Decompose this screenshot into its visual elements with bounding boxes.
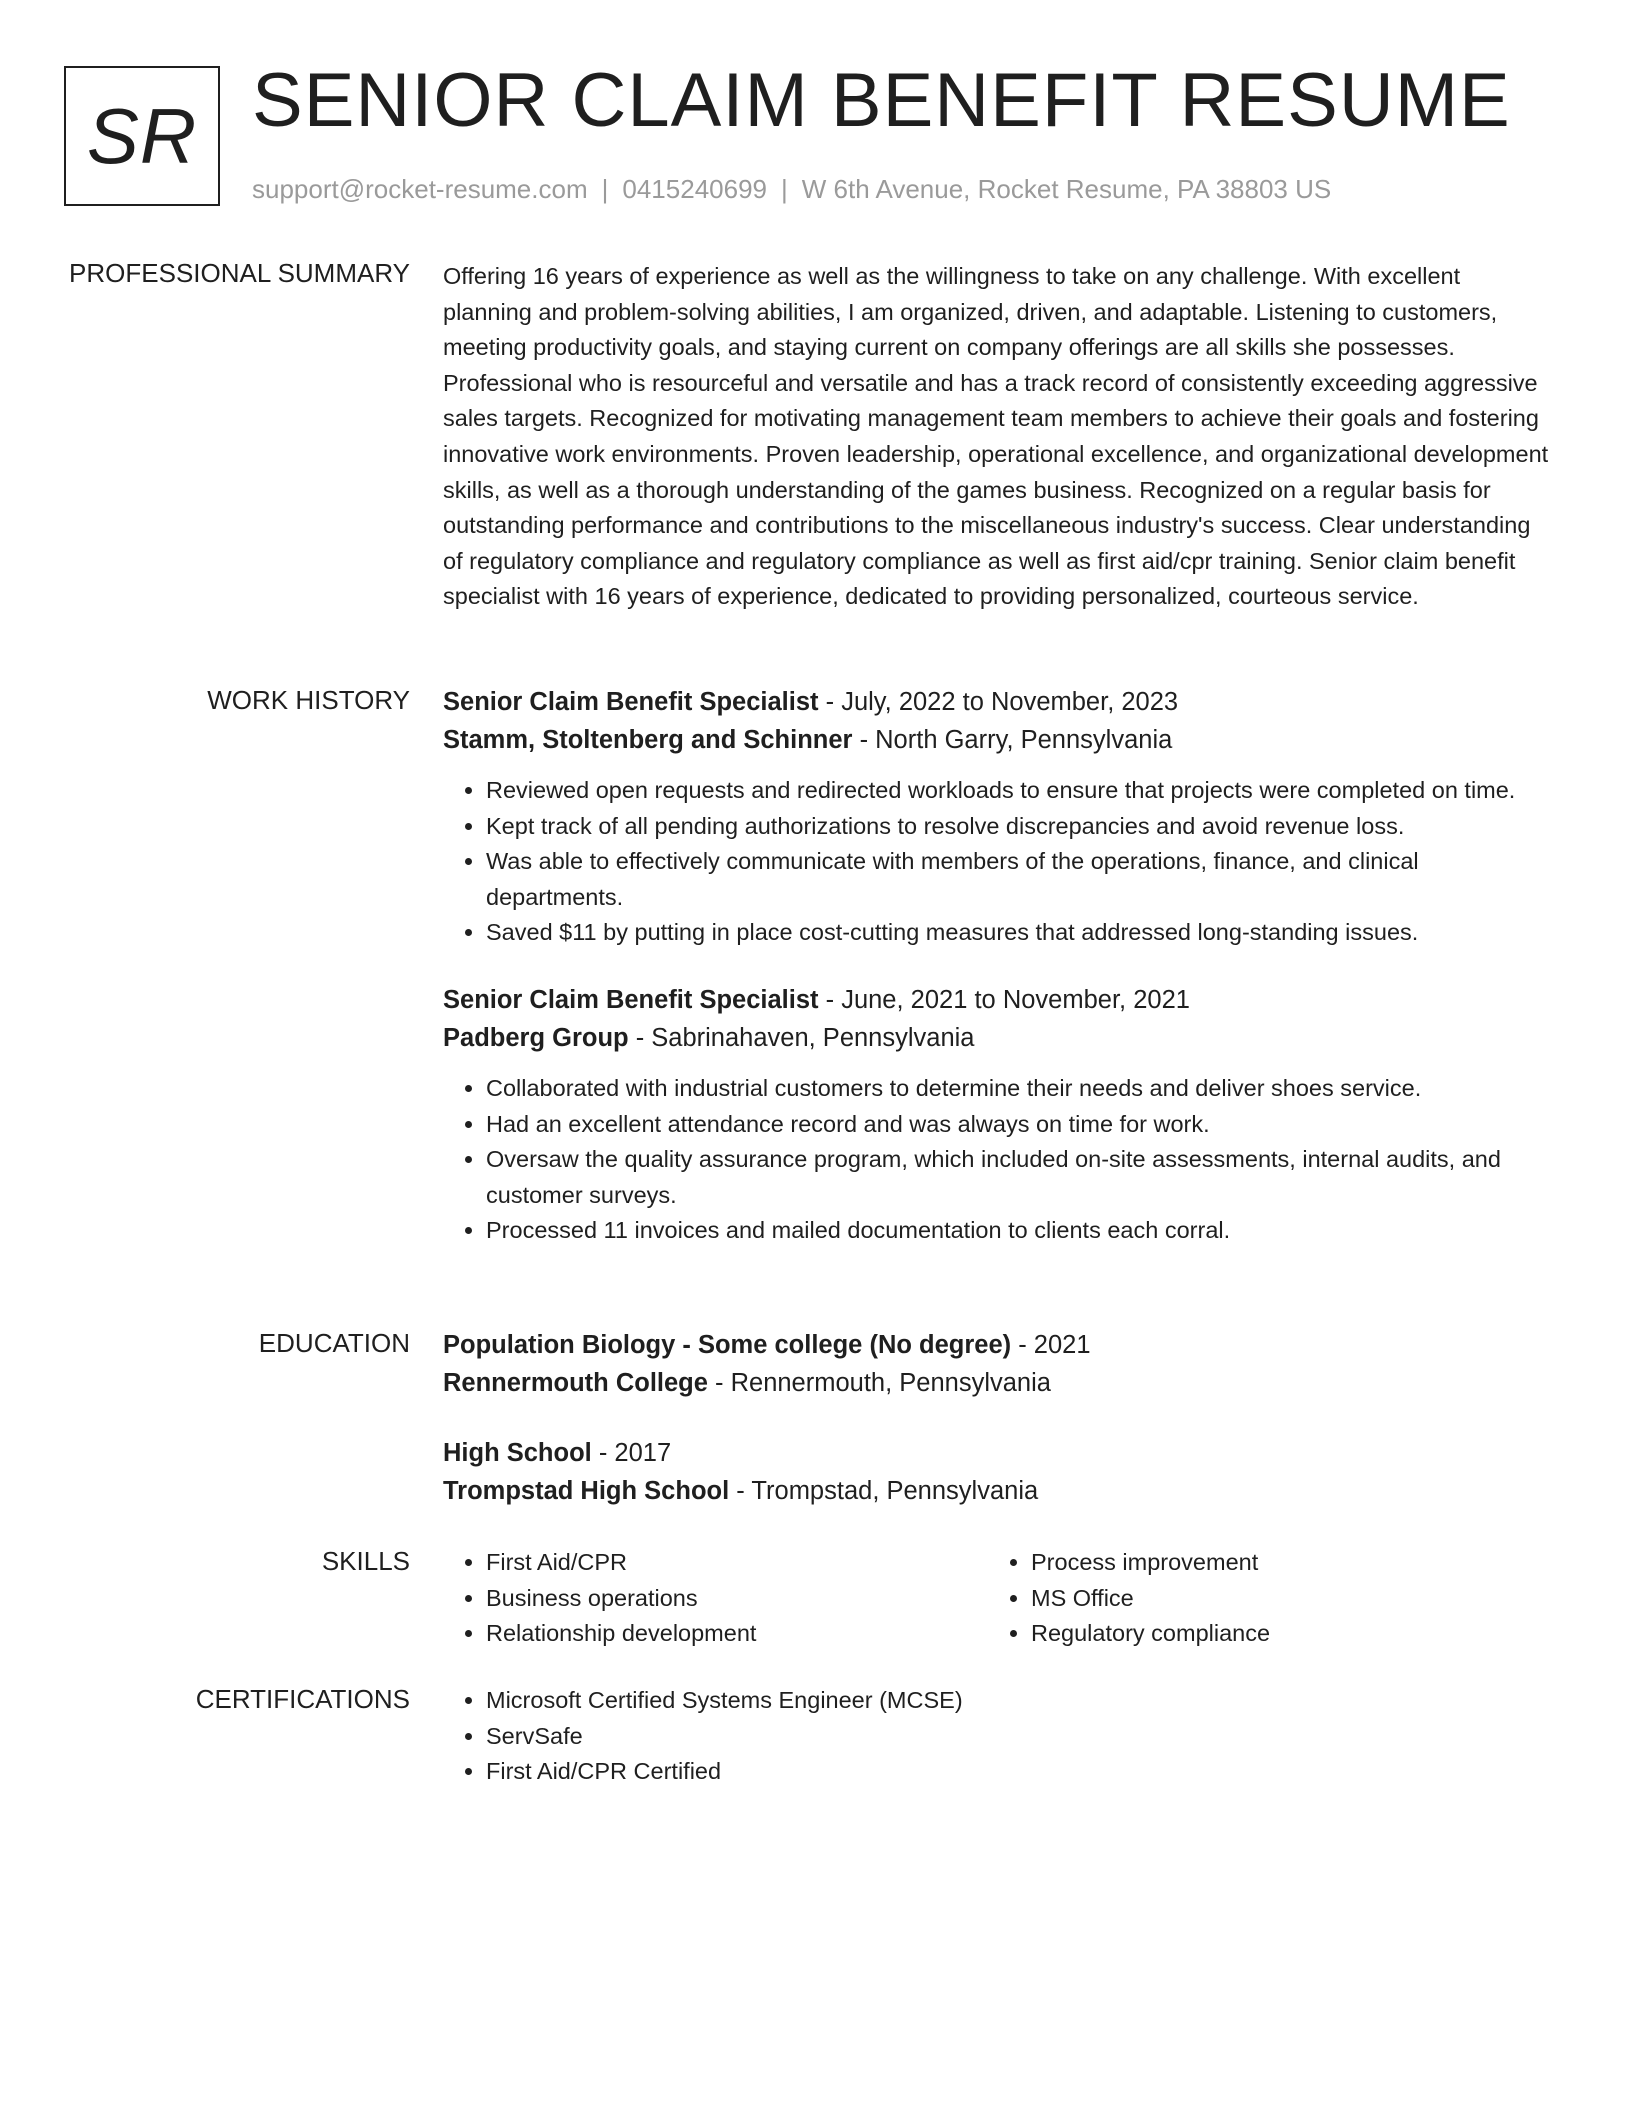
list-item: • Regulatory compliance xyxy=(1031,1616,1533,1652)
work-history-heading: WORK HISTORY xyxy=(207,685,410,715)
list-item: • Reviewed open requests and redirected workloads to ensure that projects were completed on time. xyxy=(486,773,1553,809)
job-company-line xyxy=(443,721,1553,759)
list-item: • Relationship development xyxy=(486,1616,988,1652)
summary-heading: PROFESSIONAL SUMMARY xyxy=(69,258,410,288)
school: Rennermouth College xyxy=(443,1369,708,1397)
certifications-list xyxy=(443,1683,1553,1790)
school-location: - Trompstad, Pennsylvania xyxy=(729,1477,1039,1505)
education-entry xyxy=(443,1434,1553,1510)
job-location: - North Garry, Pennsylvania xyxy=(852,726,1173,754)
contact-line xyxy=(252,172,1331,206)
list-item: • Oversaw the quality assurance program, which included on-site assessments, internal audits, and customer surveys. xyxy=(486,1142,1553,1213)
skills-column-right xyxy=(988,1545,1533,1652)
school-line xyxy=(443,1364,1553,1402)
contact-separator: | xyxy=(781,174,788,204)
job-title-line xyxy=(443,683,1553,721)
job-title: Senior Claim Benefit Specialist xyxy=(443,985,819,1014)
skills-list xyxy=(443,1545,988,1652)
monogram-badge xyxy=(64,66,220,206)
summary-text: Offering 16 years of experience as well as the willingness to take on any challenge. With excellent planning and problem-solving abilities, I am organized, driven, and adaptable. Listening to customers, meeting productivity goals, and staying current on company offerings are all skills she possesses. Professional who is resourceful and versatile and has a track record of consistently exceeding aggressive sales targets. Recognized for motivating management team members to achieve their goals and fostering innovative work environments. Proven leadership, operational excellence, and organizational development skills, as well as a thorough understanding of the games business. Recognized on a regular basis for outstanding performance and contributions to the miscellaneous industry's success. Clear understanding of regulatory compliance and regulatory compliance as well as first aid/cpr training. Senior claim benefit specialist with 16 years of experience, dedicated to providing personalized, courteous service. xyxy=(443,263,1549,610)
contact-email: support@rocket-resume.com xyxy=(252,174,588,204)
education-entry xyxy=(443,1326,1553,1402)
contact-separator: | xyxy=(601,174,609,204)
list-item: • MS Office xyxy=(1031,1581,1533,1617)
job-bullets xyxy=(443,1071,1553,1249)
skills-list xyxy=(988,1545,1533,1652)
degree-line xyxy=(443,1434,1553,1472)
list-item: • First Aid/CPR xyxy=(486,1545,988,1581)
degree: Population Biology - Some college (No degree) xyxy=(443,1331,1012,1359)
job-entry xyxy=(443,683,1553,951)
list-item: • Microsoft Certified Systems Engineer (MCSE) xyxy=(486,1683,1553,1719)
education-heading: EDUCATION xyxy=(258,1328,410,1358)
job-company-line xyxy=(443,1019,1553,1057)
school-location: - Rennermouth, Pennsylvania xyxy=(707,1369,1051,1397)
job-entry xyxy=(443,981,1553,1249)
contact-phone: 0415240699 xyxy=(622,174,767,204)
certifications-heading: CERTIFICATIONS xyxy=(195,1684,410,1714)
list-item: • Process improvement xyxy=(1031,1545,1533,1581)
contact-address: W 6th Avenue, Rocket Resume, PA 38803 US xyxy=(801,174,1332,204)
degree: High School xyxy=(443,1439,592,1467)
list-item: • Processed 11 invoices and mailed documentation to clients each corral. xyxy=(486,1213,1553,1249)
list-item: • Saved $11 by putting in place cost-cutting measures that addressed long-standing issues. xyxy=(486,915,1553,951)
job-dates: - July, 2022 to November, 2023 xyxy=(818,688,1179,716)
monogram-initials: SR xyxy=(86,91,198,180)
skills-columns xyxy=(443,1545,1553,1652)
list-item: • Had an excellent attendance record and was always on time for work. xyxy=(486,1107,1553,1143)
list-item: • Was able to effectively communicate with members of the operations, finance, and clinical departments. xyxy=(486,844,1553,915)
job-company: Stamm, Stoltenberg and Schinner xyxy=(443,726,853,754)
job-title-line xyxy=(443,981,1553,1019)
list-item: • ServSafe xyxy=(486,1719,1553,1755)
school: Trompstad High School xyxy=(443,1477,730,1505)
school-line xyxy=(443,1472,1553,1510)
job-location: - Sabrinahaven, Pennsylvania xyxy=(628,1023,975,1052)
degree-year: - 2017 xyxy=(591,1439,672,1467)
skills-column-left xyxy=(443,1545,988,1652)
job-company: Padberg Group xyxy=(443,1023,629,1052)
list-item: • Business operations xyxy=(486,1581,988,1617)
job-dates: - June, 2021 to November, 2021 xyxy=(818,985,1190,1014)
list-item: • Collaborated with industrial customers to determine their needs and deliver shoes service. xyxy=(486,1071,1553,1107)
job-bullets xyxy=(443,773,1553,951)
resume-title: SENIOR CLAIM BENEFIT RESUME xyxy=(252,58,1511,143)
skills-heading: SKILLS xyxy=(321,1546,410,1576)
list-item: • Kept track of all pending authorizations to resolve discrepancies and avoid revenue loss. xyxy=(486,809,1553,845)
degree-year: - 2021 xyxy=(1011,1331,1091,1359)
job-title: Senior Claim Benefit Specialist xyxy=(443,688,819,716)
list-item: • First Aid/CPR Certified xyxy=(486,1754,1553,1790)
degree-line xyxy=(443,1326,1553,1364)
